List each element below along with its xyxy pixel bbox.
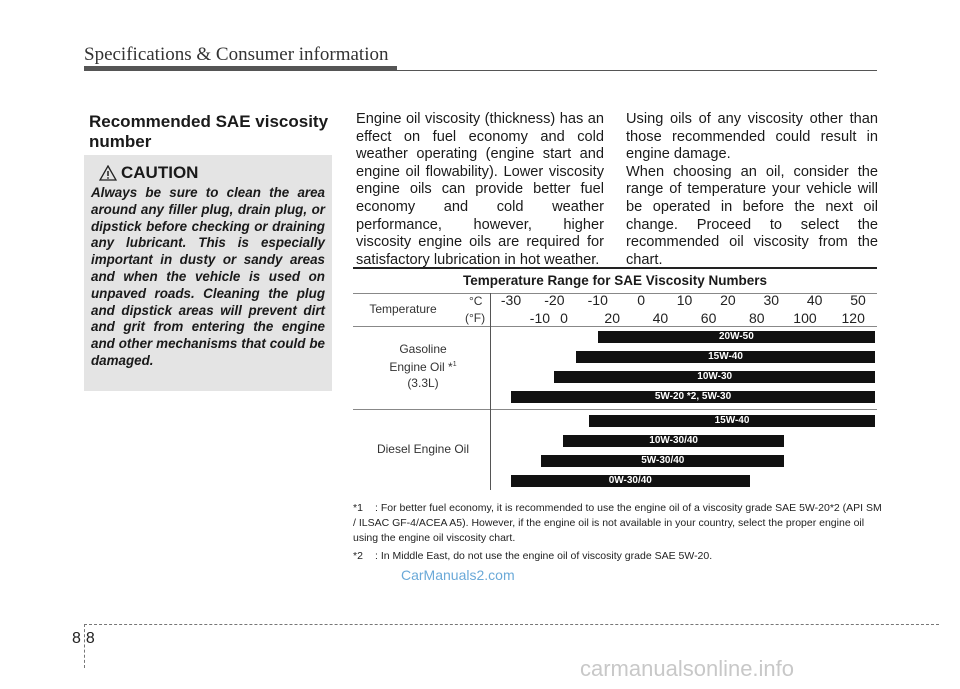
tick-label-c: -10 (587, 292, 608, 308)
header-title: Specifications & Consumer information (84, 44, 389, 65)
tick-label-f: 100 (793, 310, 817, 326)
tick-label-f: 20 (604, 310, 620, 326)
viscosity-explanation: Engine oil viscosity (thickness) has an effect on fuel economy and cold weather operating (engine start and engine oil flowability). Lower viscosity engine oils can provide better fuel economy and cold weather performance, however, higher viscosity engine oils are required for satisfactory lubrication in hot weather. (356, 111, 604, 268)
viscosity-chart (353, 267, 877, 493)
row-divider (353, 409, 877, 410)
caution-box (84, 155, 332, 391)
tick-label-c: 40 (806, 292, 823, 308)
axis-divider (490, 293, 491, 490)
site-footer[interactable]: carmanualsonline.info (580, 656, 795, 681)
tick-label-f: 40 (652, 310, 669, 326)
watermark[interactable]: CarManuals2.com (401, 567, 515, 583)
viscosity-bar (598, 331, 875, 343)
caution-heading (99, 163, 198, 183)
page-number: 88 (72, 630, 100, 647)
caution-body: Always be sure to clean the area around any filler plug, drain plug, or dipstick before checking or draining any lubricant. This is especially important in dusty or sandy areas and when the vehicle is used on unpaved roads. Cleaning the plug and dipstick areas will prevent dirt and grit from entering the engine and other mechanisms that could be damaged. (91, 185, 325, 368)
row-divider (353, 326, 877, 327)
tick-label-c: 50 (850, 292, 866, 308)
gasoline-label-line1: Gasoline (399, 342, 447, 356)
tick-label-c: 0 (637, 292, 646, 308)
warning-triangle-icon (99, 165, 117, 181)
footnote-2 (353, 549, 883, 564)
footnote-2-mark: *2 (353, 550, 363, 562)
gasoline-label-line3: (3.3L) (407, 376, 439, 390)
header-rule (84, 66, 397, 71)
viscosity-bar (511, 475, 750, 487)
tick-label-f: -10 (529, 310, 551, 326)
bar-label: 5W-20 *2, 5W-30 (654, 391, 732, 402)
diesel-label: Diesel Engine Oil (376, 442, 470, 456)
viscosity-bar (589, 415, 875, 427)
footnote-1-text: : For better fuel economy, it is recommended to use the engine oil of a viscosity grade SAE 5W-20*2 (API SM / ILSAC GF-4/ACEA A5). However, if the engine oil is not available in your country, select the proper engine oil using the engine oil viscosity chart. (353, 502, 882, 544)
footnote-2-text: : In Middle East, do not use the engine oil of viscosity grade SAE 5W-20. (375, 550, 713, 562)
bar-label: 10W-30 (697, 371, 733, 382)
bar-label: 0W-30/40 (608, 475, 652, 486)
viscosity-bar (541, 455, 784, 467)
bar-label: 15W-40 (714, 415, 750, 426)
gasoline-label-line2: Engine Oil *$^1$ (389, 360, 457, 374)
viscosity-bar (511, 391, 875, 403)
chart-title: Temperature Range for SAE Viscosity Numbers (353, 267, 877, 294)
section-title: Recommended SAE viscosity number (89, 112, 329, 151)
tick-label-c: 30 (763, 292, 780, 308)
footnote-1 (353, 501, 883, 546)
tick-label-c: 10 (676, 292, 693, 308)
temperature-label: Temperature (369, 302, 437, 316)
bar-label: 15W-40 (708, 351, 743, 362)
caution-heading-text: CAUTION (121, 163, 199, 182)
tick-label-c: -20 (544, 292, 565, 308)
bar-label: 5W-30/40 (641, 455, 685, 466)
gasoline-label (353, 341, 493, 391)
footer-rule (84, 624, 939, 625)
tick-label-f: 0 (560, 310, 568, 326)
tick-label-f: 120 (841, 310, 865, 326)
viscosity-bar (576, 351, 875, 363)
bar-label: 10W-30/40 (649, 435, 698, 446)
viscosity-bar (563, 435, 784, 447)
tick-label-f: 80 (748, 310, 765, 326)
bar-label: 20W-50 (718, 331, 754, 342)
footnote-1-mark: *1 (353, 502, 363, 514)
viscosity-guidance (626, 111, 878, 269)
header-rule-thin (397, 70, 877, 71)
guidance-para-2: When choosing an oil, consider the range of temperature your vehicle will be operated in before the next oil change. Proceed to select the recommended oil viscosity from the chart. (626, 163, 878, 268)
viscosity-bar (554, 371, 875, 383)
unit-celsius: °C (469, 294, 483, 308)
tick-label-c: -30 (500, 292, 522, 308)
guidance-para-1: Using oils of any viscosity other than those recommended could result in engine damage. (626, 111, 878, 163)
unit-fahrenheit: (°F) (465, 311, 486, 325)
tick-label-c: 20 (720, 292, 736, 308)
tick-label-f: 60 (700, 310, 717, 326)
